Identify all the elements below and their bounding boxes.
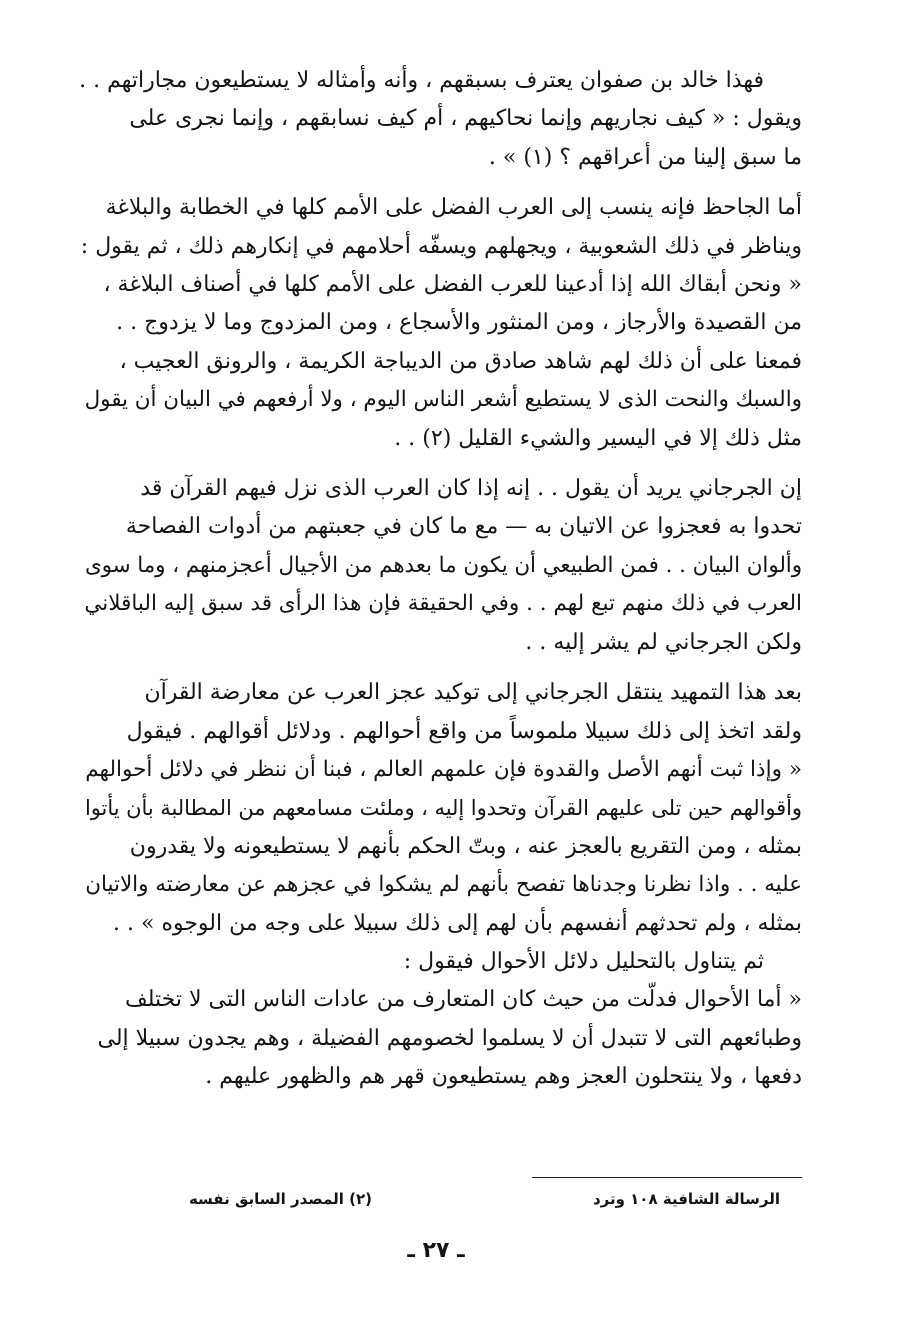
paragraph-4 (70, 674, 802, 1096)
text-line: من القصيدة والأرجاز ، ومن المنثور والأسجاع ، ومن المزدوج وما لا يزدوج . . (116, 310, 802, 336)
text-line: فمعنا على أن ذلك لهم شاهد صادق من الديباجة الكريمة ، والرونق العجيب ، (119, 348, 802, 374)
text-line: تحدوا به فعجزوا عن الاتيان به — مع ما كان في جعبتهم من أدوات الفصاحة (125, 514, 802, 540)
text-line: « وإذا ثبت أنهم الأصل والقدوة فإن علمهم العالم ، فبنا أن ننظر في دلائل أحوالهم (85, 756, 802, 782)
text-line: فهذا خالد بن صفوان يعترف بسبقهم ، وأنه وأمثاله لا يستطيعون مجاراتهم . . (79, 68, 764, 93)
text-line: العرب في ذلك منهم تبع لهم . . وفي الحقيقة فإن هذا الرأى قد سبق إليه الباقلاني (84, 591, 802, 617)
text-line: مثل ذلك إلا في اليسير والشيء القليل (٢) . . (394, 425, 802, 451)
paragraph-1 (70, 62, 802, 177)
footnote-divider (532, 1177, 802, 1178)
text-line: وألوان البيان . . فمن الطبيعي أن يكون ما بعدهم من الأجيال أعجزمنهم ، وما سوى (85, 552, 802, 578)
text-line: بعد هذا التمهيد ينتقل الجرجاني إلى توكيد عجز العرب عن معارضة القرآن (144, 680, 802, 706)
text-line: ما سبق إلينا من أعراقهم ؟ (١) » . (488, 144, 802, 170)
page-number: ـ ٢٧ ـ (407, 1238, 465, 1263)
text-line: عليه . . واذا نظرنا وجدناها تفصح بأنهم لم يشكوا في عجزهم عن معارضته والاتيان (85, 872, 802, 898)
text-line: « ونحن أبقاك الله إذا أدعينا للعرب الفضل على الأمم كلها في أصناف البلاغة ، (103, 272, 802, 298)
paragraph-3 (70, 470, 802, 662)
text-line: وأقوالهم حين تلى عليهم القرآن وتحدوا إليه ، وملئت مسامعهم من المطالبة بأن يأتوا (84, 796, 802, 821)
paragraph-2 (70, 189, 802, 458)
book-page (70, 62, 802, 1332)
text-line: ولكن الجرجاني لم يشر إليه . . (525, 629, 802, 655)
text-line: بمثله ، ومن التقريع بالعجز عنه ، وبتّ الحكم بأنهم لا يستطيعونه ولا يقدرون (129, 833, 802, 859)
text-line: دفعها ، ولا ينتحلون العجز وهم يستطيعون قهر هم والظهور عليهم . (205, 1064, 802, 1090)
footnote-2: (٢) المصدر السابق نفسه (188, 1190, 372, 1208)
text-line: بمثله ، ولم تحدثهم أنفسهم بأن لهم إلى ذلك سبيلا على وجه من الوجوه » . . (113, 910, 802, 936)
text-line: إن الجرجاني يريد أن يقول . . إنه إذا كان العرب الذى نزل فيهم القرآن قد (140, 476, 802, 502)
text-line: والسبك والنحت الذى لا يستطيع أشعر الناس اليوم ، ولا أرفعهم في البيان أن يقول (84, 387, 802, 413)
text-line: ويقول : « كيف نجاريهم وإنما نحاكيهم ، أم كيف نسابقهم ، وإنما نجرى على (129, 106, 802, 132)
text-line: ثم يتناول بالتحليل دلائل الأحوال فيقول : (403, 948, 764, 974)
text-line: ولقد اتخذ إلى ذلك سبيلا ملموساً من واقع أحوالهم . ودلائل أقوالهم . فيقول (126, 718, 802, 744)
text-line: « أما الأحوال فدلّت من حيث كان المتعارف من عادات الناس التى لا تختلف (124, 987, 802, 1013)
footnote-1: الرسالة الشافية ١٠٨ وترد (592, 1190, 780, 1208)
text-line: وطبائعهم التى لا تتبدل أن لا يسلموا لخصومهم الفضيلة ، وهم يجدون سبيلا إلى (97, 1025, 802, 1051)
footnotes (70, 1190, 802, 1220)
text-line: أما الجاحظ فإنه ينسب إلى العرب الفضل على الأمم كلها في الخطابة والبلاغة (105, 195, 802, 221)
text-line: ويناظر في ذلك الشعوبية ، ويجهلهم ويسفّه أحلامهم في إنكارهم ذلك ، ثم يقول : (80, 233, 802, 259)
